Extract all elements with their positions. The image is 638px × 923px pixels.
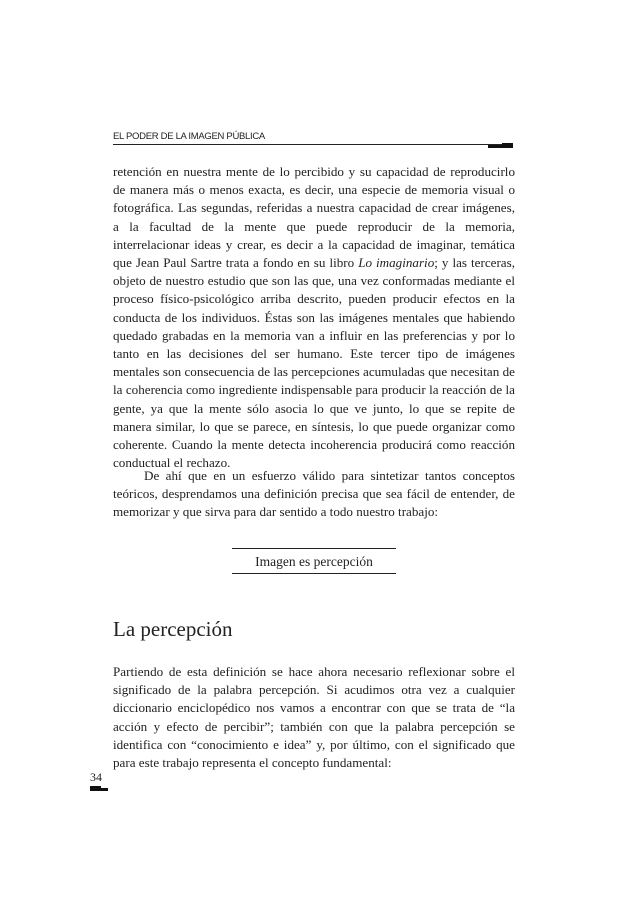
paragraph-3: Partiendo de esta definición se hace ahora necesario reflexionar sobre el significado de la palabra percepción. Si acudimos otra vez a cualquier diccionario enciclopédico nos vamos a encontrar con que se trata de “la acción y efecto de percibir”; también con que la palabra percepción se identifica con “conocimiento e idea” y, por último, con el significado que para este trabajo representa el concepto fundamental:	[113, 664, 515, 771]
callout-bottom-rule	[232, 573, 396, 574]
running-head-ornament	[488, 145, 502, 148]
definition-callout	[232, 548, 396, 574]
running-head-rule	[113, 144, 513, 145]
running-head: EL PODER DE LA IMAGEN PÚBLICA	[113, 131, 265, 142]
section-heading: La percepción	[113, 617, 233, 641]
book-title: Lo imaginario	[358, 255, 435, 271]
paragraph-1-text: retención en nuestra mente de lo percibido y su capacidad de reproducirlo de manera más o menos exacta, es decir, una especie de memoria visual o fotográfica. Las segundas, referidas a nuestra capacidad de crear imágenes, a la facultad de la mente que puede reproducir de la memoria, interrelacionar ideas y crear, es decir a la capacidad de imaginar, temática que Jean Paul Sartre trata a fondo en su libro	[113, 164, 515, 271]
page-number: 34	[90, 770, 102, 784]
paragraph-1	[113, 163, 515, 472]
running-head-ornament-block	[502, 143, 513, 148]
footer-ornament-block	[90, 786, 101, 791]
callout-text: Imagen es percepción	[255, 554, 373, 569]
paragraph-2: De ahí que en un esfuerzo válido para sintetizar tantos conceptos teóricos, desprendamos una definición precisa que sea fácil de entender, de memorizar y que sirva para dar sentido a todo nuestro trabajo:	[113, 468, 515, 520]
paragraph-1-rest: ; y las terceras, objeto de nuestro estudio que son las que, una vez conformadas mediante el proceso físico-psicológico arriba descrito, pueden producir efectos en la conducta de los individuos. Éstas son las imágenes mentales que habiendo quedado grabadas en la memoria van a influir en las preferencias y por lo tanto en las decisiones del ser humano. Este tercer tipo de imágenes mentales son consecuencia de las percepciones acumuladas que necesitan de la coherencia como ingrediente indispensable para producir la reacción de la gente, ya que la mente sólo asocia lo que ve junto, lo que se repite de manera similar, lo que se parece, en síntesis, lo que puede organizar como coherente. Cuando la mente detecta incoherencia producirá como reacción conductual el rechazo.	[113, 255, 515, 471]
